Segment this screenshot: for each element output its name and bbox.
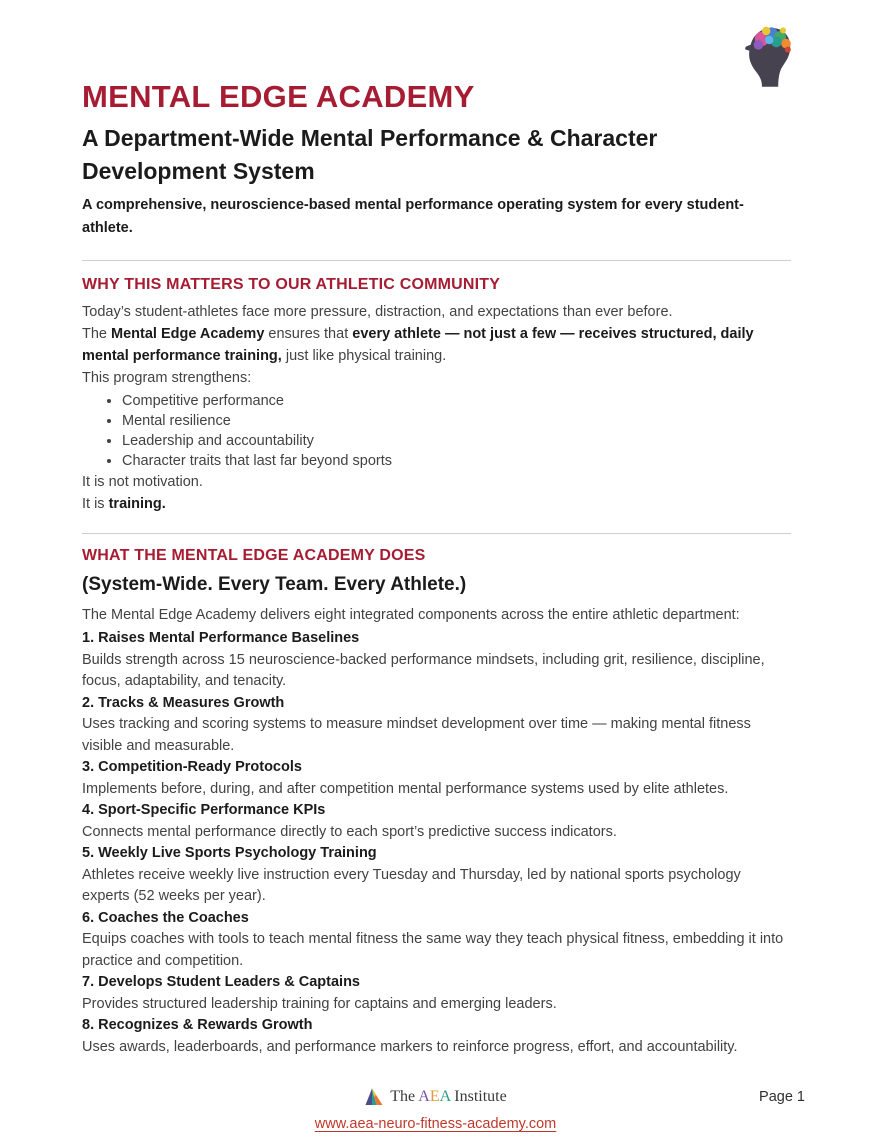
section-divider [82,533,791,534]
institute-name: The AEA Institute [390,1088,507,1105]
section-what-subheading: (System-Wide. Every Team. Every Athlete.) [82,574,467,595]
component-item [82,972,791,1015]
section-what-intro: The Mental Edge Academy delivers eight integrated components across the entire athletic department: [82,607,740,623]
component-item [82,1015,791,1058]
paragraph: This program strengthens: [82,370,252,386]
page-number: Page 1 [759,1089,805,1105]
list-item: • Character traits that last far beyond sports [122,451,791,471]
component-item [82,800,791,843]
component-item [82,693,791,758]
list-item: • Leadership and accountability [122,431,791,451]
paragraph: Today’s student-athletes face more pressure, distraction, and expectations than ever before. [82,304,673,320]
component-item [82,843,791,908]
component-desc: Equips coaches with tools to teach mental fitness the same way they teach physical fitness, embedding it into practice and competition. [82,931,784,969]
component-title: 3. Competition-Ready Protocols [82,759,302,775]
component-desc: Uses awards, leaderboards, and performance markers to reinforce progress, effort, and accountability. [82,1038,738,1055]
website-link[interactable]: www.aea-neuro-fitness-academy.com [314,1116,557,1132]
component-desc: Uses tracking and scoring systems to measure mindset development over time — making mental fitness visible and measurable. [82,716,751,754]
component-title: 4. Sport-Specific Performance KPIs [82,802,326,818]
paragraph: It is training. [82,496,166,512]
component-desc: Connects mental performance directly to each sport’s predictive success indicators. [82,823,617,840]
page-footer [0,1087,871,1132]
component-desc: Implements before, during, and after competition mental performance systems used by elite athletes. [82,780,729,797]
component-item [82,628,791,693]
component-title: 5. Weekly Live Sports Psychology Training [82,845,377,861]
component-item [82,757,791,800]
paragraph: The Mental Edge Academy ensures that every athlete — not just a few — receives structured, daily mental performance training, just like physical training. [82,326,754,364]
section-why [82,275,791,515]
component-list [82,628,791,1058]
section-why-heading: WHY THIS MATTERS TO OUR ATHLETIC COMMUNITY [82,276,501,293]
component-item [82,908,791,973]
institute-brand [364,1087,506,1107]
section-divider [82,260,791,261]
page-subtitle: A Department-Wide Mental Performance & Character Development System [82,125,658,184]
component-title: 6. Coaches the Coaches [82,909,249,926]
section-what-heading: WHAT THE MENTAL EDGE ACADEMY DOES [82,547,426,564]
component-desc: Athletes receive weekly live instruction every Tuesday and Thursday, led by national sports psychology experts (52 weeks per year). [82,866,741,904]
brain-head-logo [731,22,805,88]
component-title: 7. Develops Student Leaders & Captains [82,974,360,990]
list-item: • Mental resilience [122,411,791,431]
component-desc: Builds strength across 15 neuroscience-backed performance mindsets, including grit, resilience, discipline, focus, adaptability, and tenacity. [82,651,765,689]
list-item: • Competitive performance [122,391,791,411]
benefits-list [82,391,791,471]
component-title: 8. Recognizes & Rewards Growth [82,1017,313,1033]
component-desc: Provides structured leadership training for captains and emerging leaders. [82,995,557,1012]
page-tagline: A comprehensive, neuroscience-based mental performance operating system for every student-athlete. [82,197,744,236]
aea-institute-logo-icon [364,1087,384,1107]
page-title: MENTAL EDGE ACADEMY [82,79,475,114]
component-title: 1. Raises Mental Performance Baselines [82,630,360,646]
section-what [82,546,791,1058]
component-title: 2. Tracks & Measures Growth [82,694,285,711]
paragraph: It is not motivation. [82,474,203,490]
